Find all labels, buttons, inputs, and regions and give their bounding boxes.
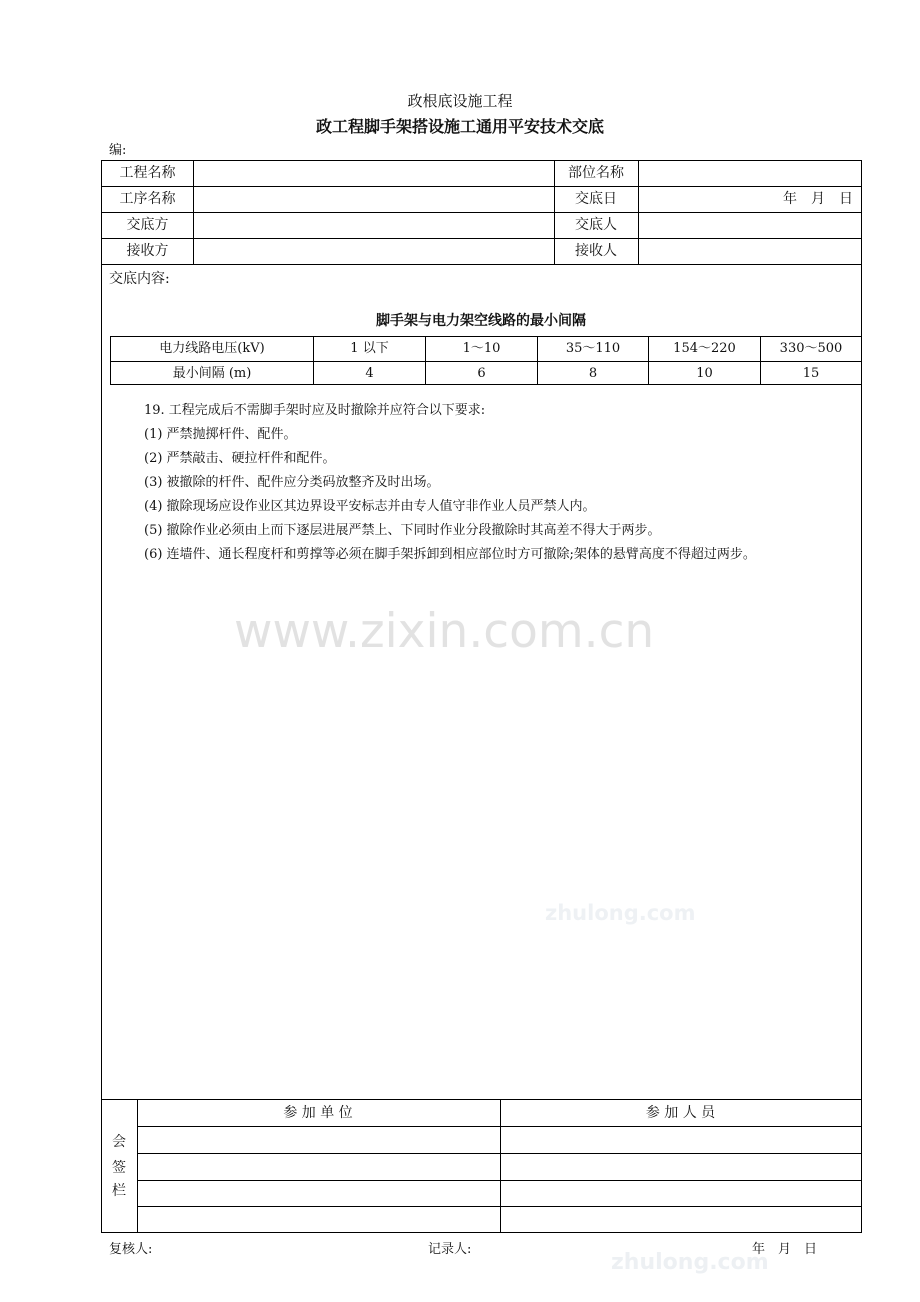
part-name-label: 部位名称 (568, 165, 624, 181)
sign-side-label: 签 (112, 1160, 126, 1176)
voltage-row-header: 电力线路电压(kV) (159, 341, 265, 356)
watermark-footer: zhulong.com (611, 1250, 769, 1275)
unit-field[interactable] (137, 1127, 499, 1153)
document-title: 政工程脚手架搭设施工通用平安技术交底 (315, 117, 604, 136)
voltage-cell: 154～220 (673, 341, 736, 356)
handover-date-label: 交底日 (575, 191, 617, 207)
unit-field[interactable] (137, 1154, 499, 1180)
people-field[interactable] (500, 1154, 861, 1180)
sub-item: (2) 严禁敲击、硬拉杆件和配件。 (144, 451, 336, 466)
watermark-main: www.zixin.com.cn (234, 604, 655, 659)
sign-side-label: 栏 (112, 1183, 126, 1199)
people-field[interactable] (500, 1207, 861, 1232)
unit-header: 参 加 单 位 (283, 1105, 353, 1121)
sub-item: (5) 撤除作业必须由上而下逐层进展严禁上、下同时作业分段撤除时其高差不得大于两步。 (144, 523, 661, 538)
sub-item: (4) 撤除现场应设作业区其边界设平安标志并由专人值守非作业人员严禁人内。 (144, 499, 596, 514)
distance-cell: 8 (588, 366, 598, 381)
content-label: 交底内容: (109, 271, 170, 287)
distance-cell: 6 (477, 366, 486, 381)
project-name-label: 工程名称 (119, 165, 176, 181)
sub-item: (6) 连墙件、通长程度杆和剪撑等必须在脚手架拆卸到相应部位时方可撤除;架体的悬臂高度不得超过两步。 (144, 547, 756, 562)
clearance-table (110, 336, 862, 385)
people-header: 参 加 人 员 (645, 1105, 716, 1121)
handover-date-field[interactable]: 年 月 日 (783, 191, 853, 207)
people-field[interactable] (500, 1127, 861, 1153)
unit-field[interactable] (137, 1207, 499, 1232)
sub-item: (3) 被撤除的杆件、配件应分类码放整齐及时出场。 (144, 475, 440, 490)
receiving-party-label: 接收方 (126, 243, 169, 259)
handover-person-field[interactable] (639, 213, 861, 238)
distance-cell: 10 (696, 366, 713, 381)
recorder-label: 记录人: (428, 1242, 472, 1257)
receiving-party-field[interactable] (194, 239, 553, 264)
process-name-field[interactable] (194, 187, 553, 212)
receiver-label: 接收人 (575, 243, 617, 259)
reviewer-label: 复核人: (109, 1242, 153, 1257)
watermark-secondary: zhulong.com (545, 901, 696, 925)
handover-party-field[interactable] (194, 213, 553, 238)
sub-item: (1) 严禁抛掷杆件、配件。 (144, 427, 297, 442)
clearance-table-title: 脚手架与电力架空线路的最小间隔 (376, 313, 586, 329)
part-name-field[interactable] (639, 161, 861, 186)
item-19: 19. 工程完成后不需脚手架时应及时撤除并应符合以下要求: (144, 403, 486, 418)
editor-label: 编: (109, 143, 127, 158)
project-name-field[interactable] (194, 161, 553, 186)
distance-cell: 4 (365, 366, 374, 381)
voltage-cell: 1～10 (462, 341, 501, 356)
process-name-label: 工序名称 (119, 191, 176, 207)
distance-cell: 15 (802, 366, 820, 381)
unit-field[interactable] (137, 1181, 499, 1206)
handover-person-label: 交底人 (575, 217, 617, 233)
sign-side-label: 会 (112, 1134, 126, 1150)
receiver-field[interactable] (639, 239, 861, 264)
people-field[interactable] (500, 1181, 861, 1206)
handover-party-label: 交底方 (126, 217, 169, 233)
voltage-cell: 1 以下 (350, 341, 389, 356)
voltage-cell: 330～500 (779, 341, 843, 356)
footer-date: 年 月 日 (752, 1242, 818, 1257)
voltage-cell: 35～110 (565, 341, 621, 356)
distance-row-header: 最小间隔 (m) (172, 366, 252, 381)
document-subtitle: 政根底设施工程 (407, 92, 513, 110)
